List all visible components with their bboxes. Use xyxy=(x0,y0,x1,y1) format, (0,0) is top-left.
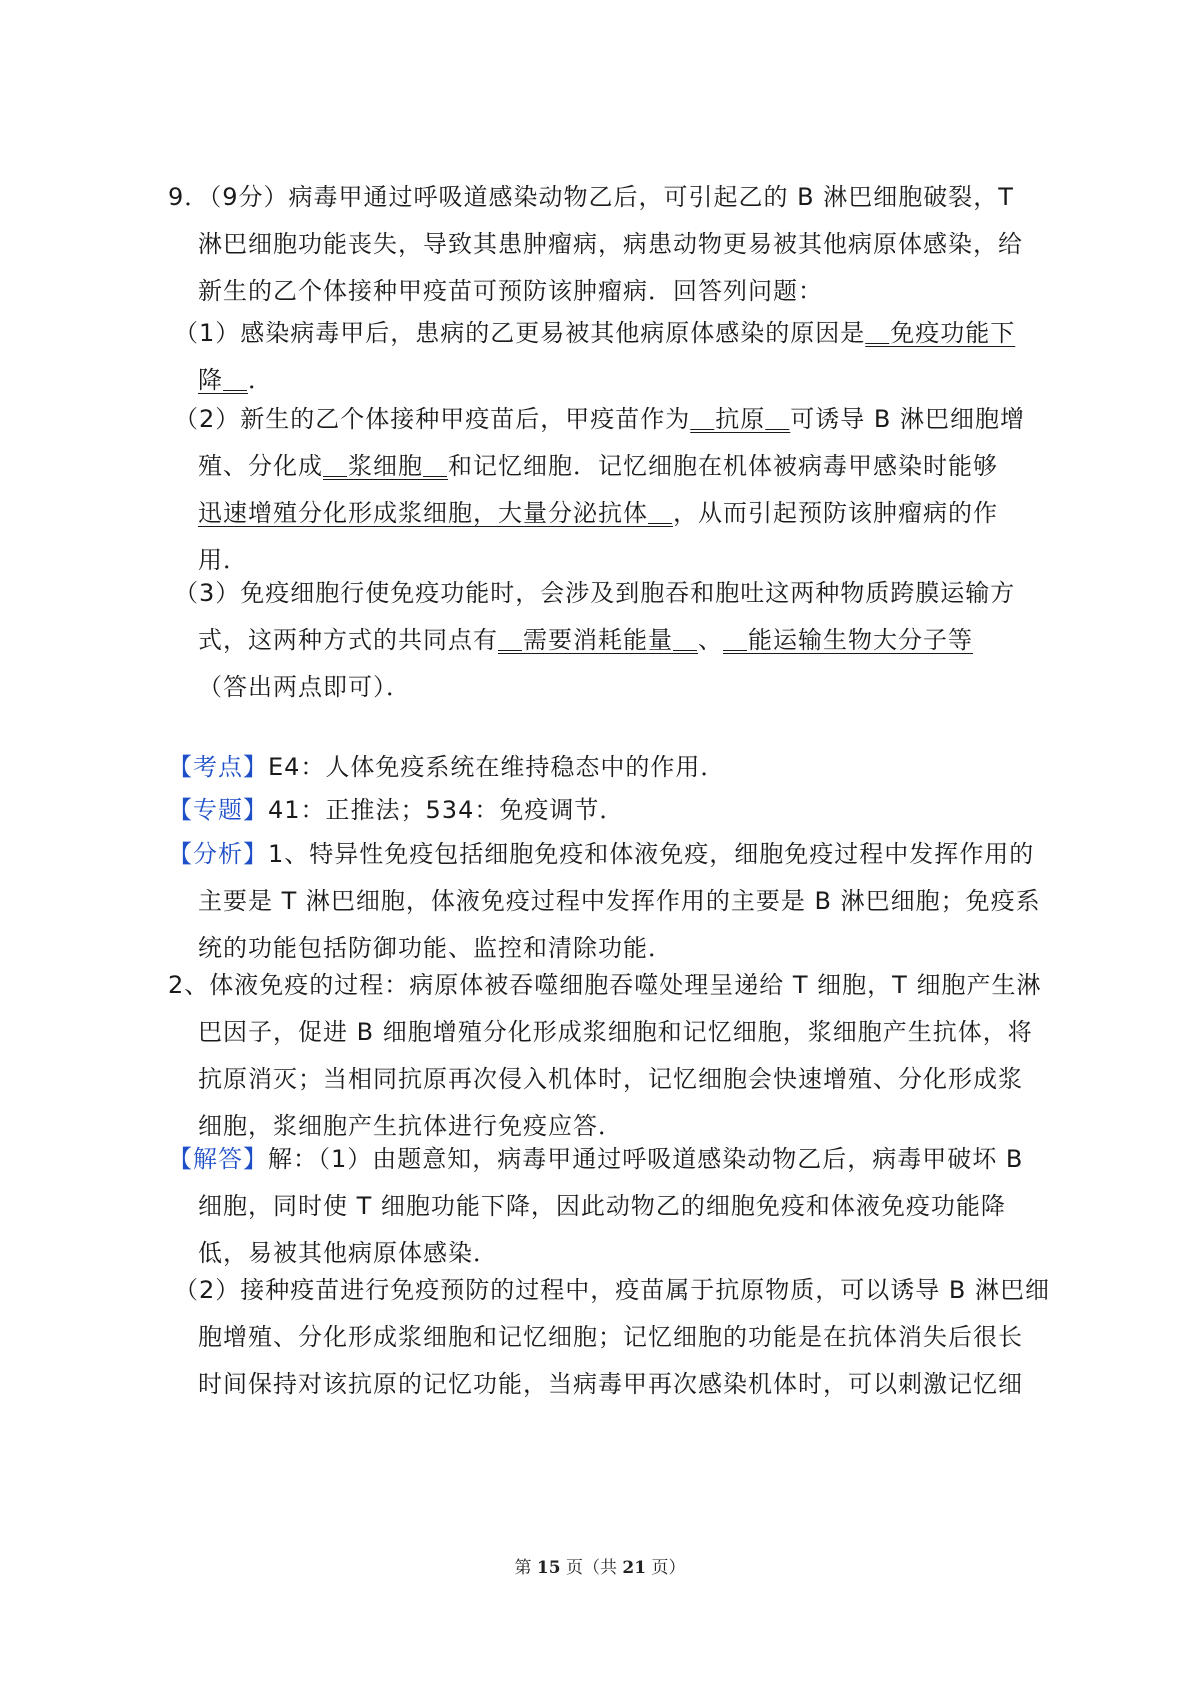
subquestion-2 xyxy=(174,396,1025,584)
answer-blank: ＿浆细胞＿ xyxy=(323,452,448,480)
section-line: 细胞，同时使 T 细胞功能下降，因此动物乙的细胞免疫和体液免疫功能降 xyxy=(198,1192,1006,1220)
subquestion-text: （2）新生的乙个体接种甲疫苗后，甲疫苗作为 xyxy=(174,405,691,433)
subquestion-text: ，从而引起预防该肿瘤病的作 xyxy=(673,499,998,527)
section-line: 统的功能包括防御功能、监控和清除功能． xyxy=(198,934,673,962)
question-line: 淋巴细胞功能丧失，导致其患肿瘤病，病患动物更易被其他病原体感染，给 xyxy=(198,230,1023,258)
section-text: E4：人体免疫系统在维持稳态中的作用． xyxy=(268,753,726,781)
answer-blank: ＿抗原＿ xyxy=(690,405,791,433)
subquestion-text: 殖、分化成 xyxy=(198,452,323,480)
page-footer: 第 15 页（共 21 页） xyxy=(514,1558,686,1578)
question-line: 9．（9分）病毒甲通过呼吸道感染动物乙后，可引起乙的 B 淋巴细胞破裂，T xyxy=(168,183,1014,211)
section-line: 抗原消灭；当相同抗原再次侵入机体时，记忆细胞会快速增殖、分化形成浆 xyxy=(198,1065,1023,1093)
subquestion-text: 用． xyxy=(198,546,248,574)
answer-blank: ＿能运输生物大分子等 xyxy=(723,626,973,654)
section-line: （2）接种疫苗进行免疫预防的过程中，疫苗属于抗原物质，可以诱导 B 淋巴细 xyxy=(174,1276,1050,1304)
subquestion-text: （3）免疫细胞行使免疫功能时，会涉及到胞吞和胞吐这两种物质跨膜运输方 xyxy=(174,579,1016,607)
page-total: 21 xyxy=(622,1558,647,1578)
solution-fenxi xyxy=(168,831,1041,972)
question-stem xyxy=(168,174,1023,315)
subquestion-text: 可诱导 B 淋巴细胞增 xyxy=(790,405,1026,433)
section-text: 1、特异性免疫包括细胞免疫和体液免疫，细胞免疫过程中发挥作用的 xyxy=(268,840,1035,868)
section-line: 2、体液免疫的过程：病原体被吞噬细胞吞噬处理呈递给 T 细胞，T 细胞产生淋 xyxy=(168,971,1042,999)
section-line: 主要是 T 淋巴细胞，体液免疫过程中发挥作用的主要是 B 淋巴细胞；免疫系 xyxy=(198,887,1041,915)
answer-blank: 降＿ xyxy=(198,366,248,394)
section-tag: 【考点】 xyxy=(168,753,268,781)
section-tag: 【解答】 xyxy=(168,1145,268,1173)
answer-blank: ＿需要消耗能量＿ xyxy=(498,626,698,654)
subquestion-3 xyxy=(174,570,1015,711)
solution-point-2 xyxy=(168,962,1041,1150)
question-line: 新生的乙个体接种甲疫苗可预防该肿瘤病．回答列问题： xyxy=(198,277,823,305)
solution-zhuanti xyxy=(168,787,624,834)
answer-blank: 迅速增殖分化形成浆细胞，大量分泌抗体＿ xyxy=(198,499,673,527)
section-text: 解：（1）由题意知，病毒甲通过呼吸道感染动物乙后，病毒甲破坏 B xyxy=(268,1145,1024,1173)
section-line: 胞增殖、分化形成浆细胞和记忆细胞；记忆细胞的功能是在抗体消失后很长 xyxy=(198,1323,1023,1351)
subquestion-1 xyxy=(174,310,1015,404)
subquestion-text: ． xyxy=(248,366,273,394)
subquestion-text: （答出两点即可）． xyxy=(198,673,411,701)
subquestion-text: 和记忆细胞．记忆细胞在机体被病毒甲感染时能够 xyxy=(448,452,998,480)
section-text: 41：正推法；534：免疫调节． xyxy=(268,796,625,824)
section-line: 巴因子，促进 B 细胞增殖分化形成浆细胞和记忆细胞，浆细胞产生抗体，将 xyxy=(198,1018,1033,1046)
section-line: 细胞，浆细胞产生抗体进行免疫应答． xyxy=(198,1112,623,1140)
section-line: 低，易被其他病原体感染． xyxy=(198,1239,498,1267)
section-line: 时间保持对该抗原的记忆功能，当病毒甲再次感染机体时，可以刺激记忆细 xyxy=(198,1370,1023,1398)
subquestion-text: 式，这两种方式的共同点有 xyxy=(198,626,498,654)
section-tag: 【专题】 xyxy=(168,796,268,824)
section-tag: 【分析】 xyxy=(168,840,268,868)
solution-jieda xyxy=(168,1136,1023,1277)
solution-kaodian xyxy=(168,744,725,791)
page-number: 15 xyxy=(536,1558,561,1578)
subquestion-text: （1）感染病毒甲后，患病的乙更易被其他病原体感染的原因是 xyxy=(174,319,866,347)
subquestion-text: 、 xyxy=(698,626,723,654)
answer-blank: ＿免疫功能下 xyxy=(865,319,1016,347)
solution-jieda-2 xyxy=(174,1267,1050,1408)
